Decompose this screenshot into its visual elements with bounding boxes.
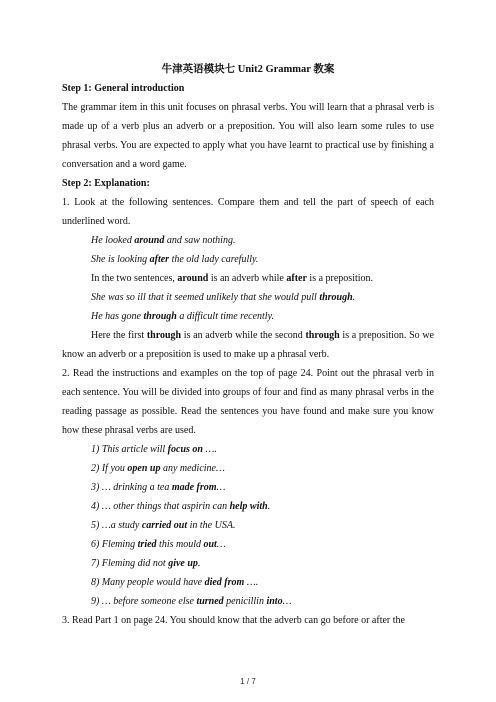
list-item: 7) Fleming did not give up. <box>91 558 201 569</box>
example-sentence: She is looking after the old lady carefully. <box>91 254 259 265</box>
step1-heading: Step 1: General introduction <box>62 83 185 94</box>
step2-item2: 2. Read the instructions and examples on the top of page 24. Point out the phrasal verb in each sentence. You will be divided into groups of four and find as many phrasal verbs in the reading passage as possible. Read the sentences you have found and make sure you know how these phrasal verbs are used. <box>62 368 434 436</box>
list-item: 5) …a study carried out in the USA. <box>91 520 236 531</box>
list-item: 3) … drinking a tea made from… <box>91 482 226 493</box>
document-content <box>62 61 434 630</box>
list-item: 6) Fleming tried this mould out… <box>91 539 226 550</box>
note-text: In the two sentences, around is an adverb while after is a preposition. <box>91 273 374 284</box>
step2-item1: 1. Look at the following sentences. Compare them and tell the part of speech of each underlined word. <box>62 197 434 227</box>
note-text: Here the first through is an adverb while the second through is a preposition. So we know an adverb or a preposition is used to make up a phrasal verb. <box>62 330 434 360</box>
example-sentence: He looked around and saw nothing. <box>91 235 236 246</box>
step2-heading: Step 2: Explanation: <box>62 178 150 189</box>
page-number: 1 / 7 <box>240 677 256 686</box>
example-sentence: He has gone through a difficult time recently. <box>91 311 274 322</box>
list-item: 4) … other things that aspirin can help with. <box>91 501 271 512</box>
list-item: 9) … before someone else turned penicillin into… <box>91 596 292 607</box>
page-title: 牛津英语模块七 Unit2 Grammar 教案 <box>161 64 335 75</box>
step1-body: The grammar item in this unit focuses on phrasal verbs. You will learn that a phrasal verb is made up of a verb plus an adverb or a preposition. You will also learn some rules to use phrasal verbs. You are expected to apply what you have learnt to practical use by finishing a conversation and a word game. <box>62 102 434 170</box>
list-item: 2) If you open up any medicine… <box>91 463 225 474</box>
step2-item3: 3. Read Part 1 on page 24. You should know that the adverb can go before or after the <box>62 615 405 626</box>
list-item: 8) Many people would have died from …. <box>91 577 259 588</box>
list-item: 1) This article will focus on …. <box>91 444 217 455</box>
example-sentence: She was so ill that it seemed unlikely that she would pull through. <box>91 292 356 303</box>
